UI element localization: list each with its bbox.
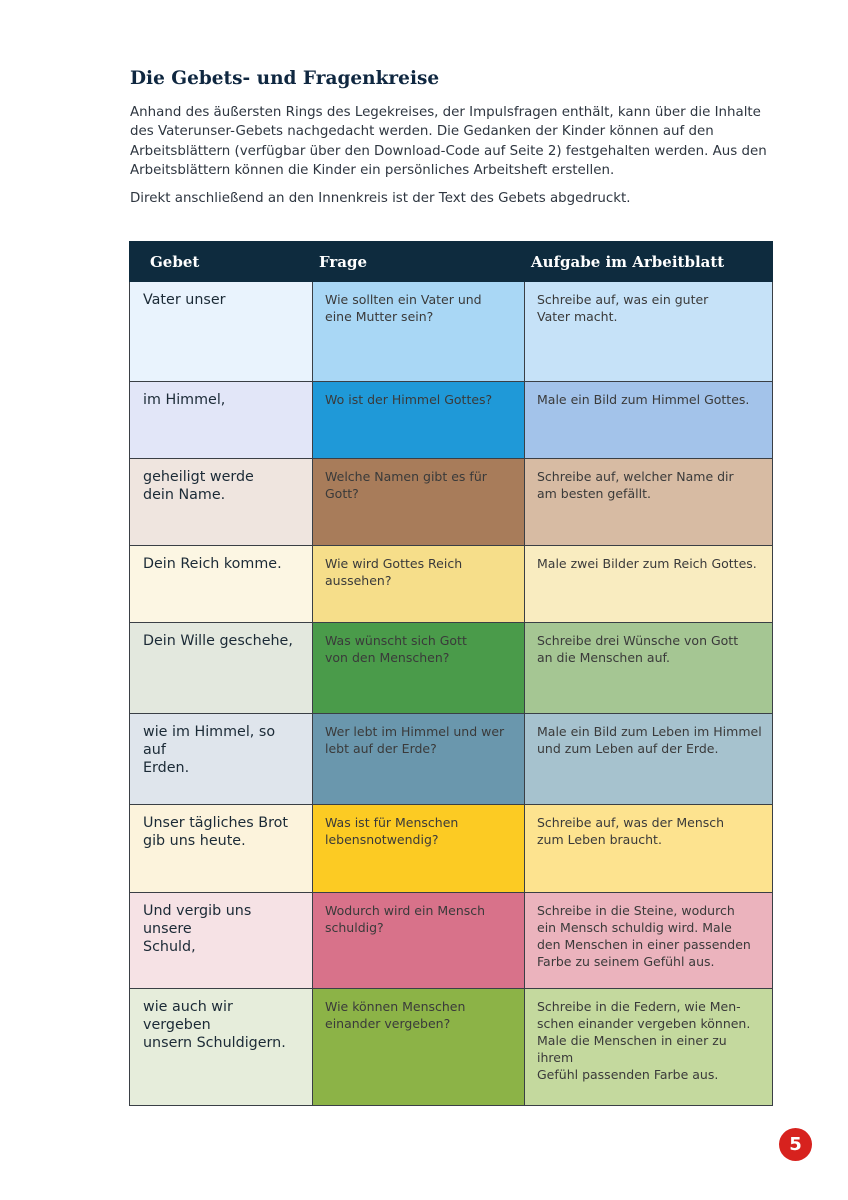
note-paragraph: Direkt anschließend an den Innenkreis ist der Text des Gebets abgedruckt. bbox=[130, 191, 631, 206]
cell-gebet: wie auch wir vergeben unsern Schuldigern. bbox=[130, 988, 313, 1105]
table-row bbox=[130, 459, 773, 546]
intro-paragraph: Anhand des äußersten Rings des Legekreises, der Impulsfragen enthält, kann über die Inhalte des Vaterunser-Gebets nachgedacht werden. Die Gedanken der Kinder können auf den Arbeitsblättern (verfügbar über den Download-Code auf Seite 2) festgehalten werden. Aus den Arbeitsblättern können die Kinder ein persönliches Arbeitsheft erstellen. bbox=[130, 105, 767, 179]
table-row bbox=[130, 892, 773, 988]
table-row bbox=[130, 282, 773, 382]
cell-gebet: Vater unser bbox=[130, 282, 313, 382]
cell-aufgabe: Schreibe in die Federn, wie Men- schen einander vergeben können. Male die Menschen in einer zu ihrem Gefühl passenden Farbe aus. bbox=[525, 988, 773, 1105]
cell-aufgabe: Schreibe drei Wünsche von Gott an die Menschen auf. bbox=[525, 623, 773, 714]
cell-frage: Wie sollten ein Vater und eine Mutter sein? bbox=[313, 282, 525, 382]
table-row bbox=[130, 714, 773, 804]
table-header-row bbox=[130, 242, 773, 282]
cell-frage: Was wünscht sich Gott von den Menschen? bbox=[313, 623, 525, 714]
cell-gebet: im Himmel, bbox=[130, 382, 313, 459]
cell-aufgabe: Male zwei Bilder zum Reich Gottes. bbox=[525, 546, 773, 623]
cell-frage: Wodurch wird ein Mensch schuldig? bbox=[313, 892, 525, 988]
column-header-frage: Frage bbox=[313, 242, 525, 282]
table-row bbox=[130, 804, 773, 892]
cell-gebet: Dein Reich komme. bbox=[130, 546, 313, 623]
page-number-badge: 5 bbox=[779, 1128, 812, 1161]
cell-aufgabe: Schreibe auf, was ein guter Vater macht. bbox=[525, 282, 773, 382]
cell-gebet: Dein Wille geschehe, bbox=[130, 623, 313, 714]
cell-gebet: wie im Himmel, so auf Erden. bbox=[130, 714, 313, 804]
prayer-question-table bbox=[129, 241, 773, 1106]
cell-frage: Welche Namen gibt es für Gott? bbox=[313, 459, 525, 546]
cell-aufgabe: Schreibe auf, was der Mensch zum Leben braucht. bbox=[525, 804, 773, 892]
cell-gebet: Und vergib uns unsere Schuld, bbox=[130, 892, 313, 988]
cell-aufgabe: Male ein Bild zum Himmel Gottes. bbox=[525, 382, 773, 459]
table-row bbox=[130, 382, 773, 459]
column-header-gebet: Gebet bbox=[130, 242, 313, 282]
cell-gebet: Unser tägliches Brot gib uns heute. bbox=[130, 804, 313, 892]
cell-frage: Wie wird Gottes Reich aussehen? bbox=[313, 546, 525, 623]
cell-frage: Was ist für Menschen lebensnotwendig? bbox=[313, 804, 525, 892]
table-body bbox=[130, 282, 773, 1106]
table-row bbox=[130, 988, 773, 1105]
cell-frage: Wer lebt im Himmel und wer lebt auf der Erde? bbox=[313, 714, 525, 804]
table-row bbox=[130, 546, 773, 623]
column-header-aufgabe: Aufgabe im Arbeitblatt bbox=[525, 242, 773, 282]
cell-aufgabe: Schreibe auf, welcher Name dir am besten gefällt. bbox=[525, 459, 773, 546]
table-row bbox=[130, 623, 773, 714]
cell-gebet: geheiligt werde dein Name. bbox=[130, 459, 313, 546]
cell-aufgabe: Schreibe in die Steine, wodurch ein Mensch schuldig wird. Male den Menschen in einer passenden Farbe zu seinem Gefühl aus. bbox=[525, 892, 773, 988]
cell-frage: Wie können Menschen einander vergeben? bbox=[313, 988, 525, 1105]
page-heading: Die Gebets- und Fragenkreise bbox=[130, 68, 440, 89]
cell-frage: Wo ist der Himmel Gottes? bbox=[313, 382, 525, 459]
cell-aufgabe: Male ein Bild zum Leben im Himmel und zum Leben auf der Erde. bbox=[525, 714, 773, 804]
